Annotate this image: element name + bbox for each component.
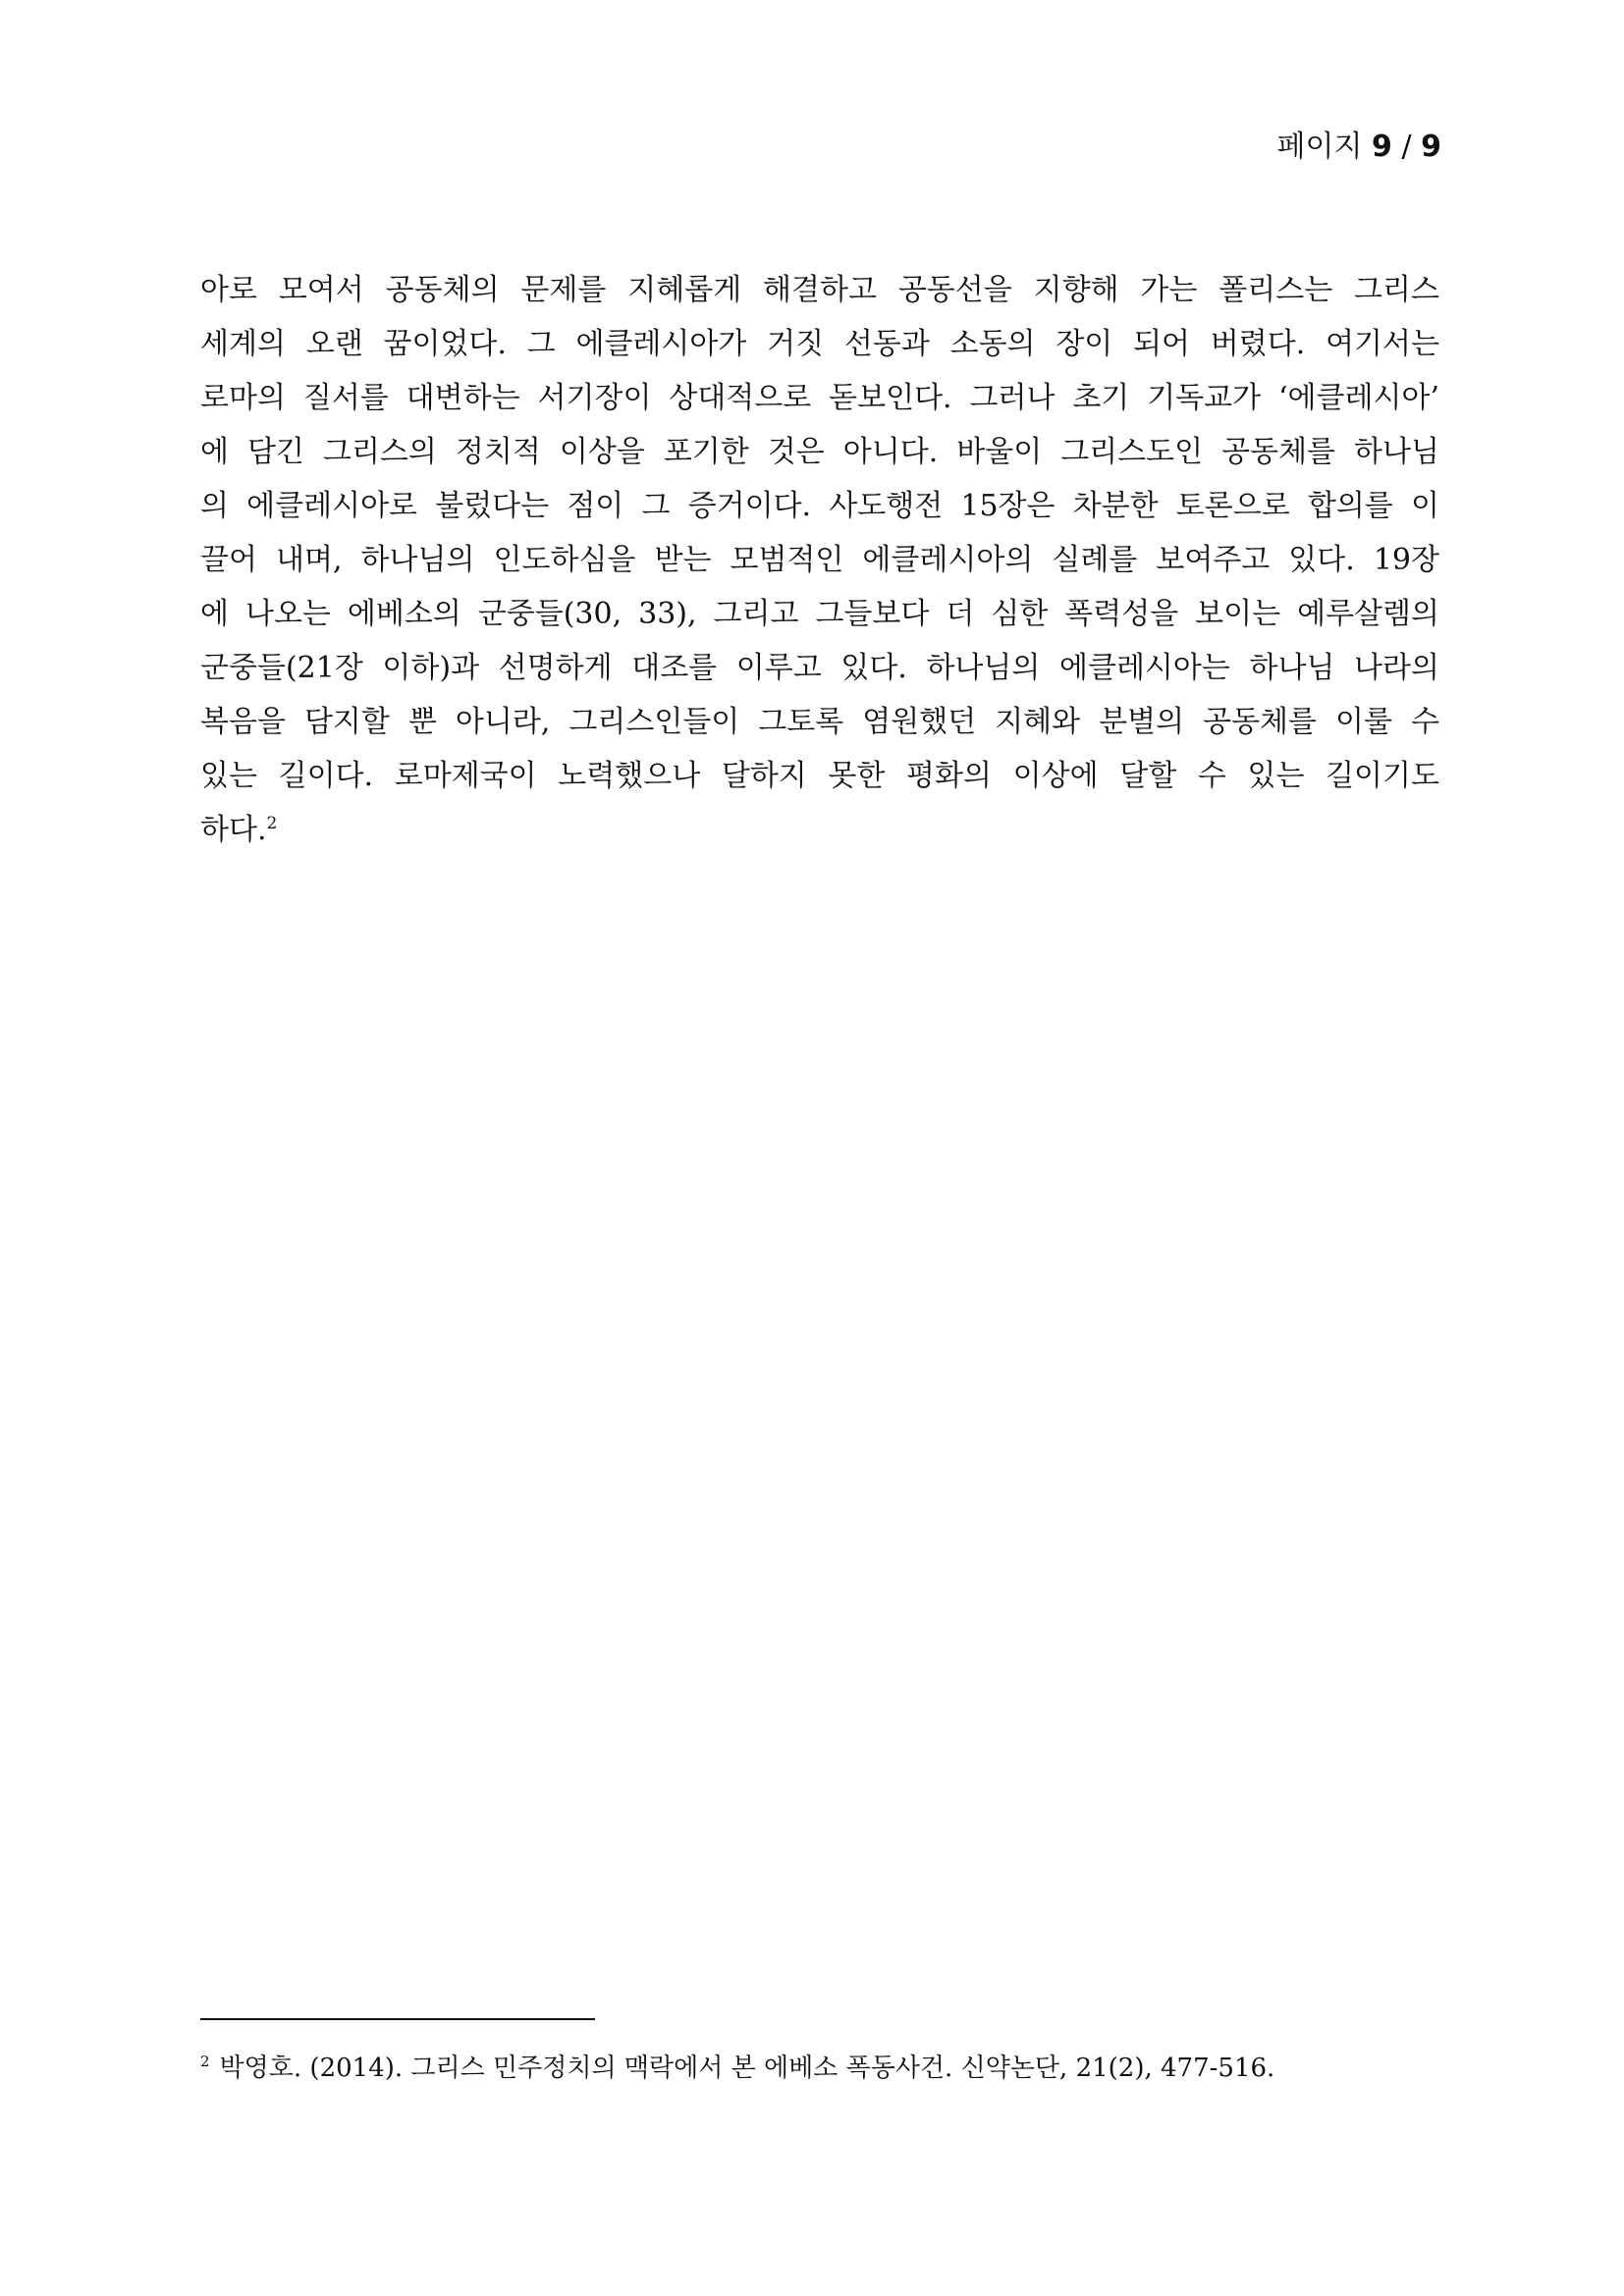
paragraph-line: 끌어 내며, 하나님의 인도하심을 받는 모범적인 에클레시아의 실례를 보여주고 있다. 19장 [200, 543, 1439, 577]
paragraph-line: 의 에클레시아로 불렀다는 점이 그 증거이다. 사도행전 15장은 차분한 토론으로 합의를 이 [200, 489, 1440, 523]
total-page-number: 9 [1421, 130, 1441, 164]
page-separator: / [1401, 130, 1412, 164]
page-number-header [1277, 122, 1441, 165]
footnote-divider [200, 2018, 595, 2020]
footnote-marker: 2 [200, 2053, 210, 2071]
footnote-reference[interactable]: 2 [266, 814, 278, 833]
page-label: 페이지 [1276, 130, 1363, 164]
paragraph-line: 복음을 담지할 뿐 아니라, 그리스인들이 그토록 염원했던 지혜와 분별의 공동체를 이룰 수 [200, 705, 1439, 739]
paragraph-last-line [200, 803, 1439, 857]
paragraph-line-text: 하다. [200, 813, 267, 847]
paragraph-line: 에 담긴 그리스의 정치적 이상을 포기한 것은 아니다. 바울이 그리스도인 공동체를 하나님 [200, 435, 1439, 469]
paragraph-line: 있는 길이다. 로마제국이 노력했으나 달하지 못한 평화의 이상에 달할 수 있는 길이기도 [200, 759, 1439, 793]
paragraph-line: 군중들(21장 이하)과 선명하게 대조를 이루고 있다. 하나님의 에클레시아는 하나님 나라의 [200, 651, 1439, 685]
body-paragraph [200, 263, 1439, 857]
footnote-text: 박영호. (2014). 그리스 민주정치의 맥락에서 본 에베소 폭동사건. 신약논단, 21(2), 477-516. [219, 2054, 1275, 2083]
footnote [200, 2051, 1274, 2086]
paragraph-line: 에 나오는 에베소의 군중들(30, 33), 그리고 그들보다 더 심한 폭력성을 보이는 예루살렘의 [200, 597, 1439, 631]
paragraph-line: 아로 모여서 공동체의 문제를 지혜롭게 해결하고 공동선을 지향해 가는 폴리스는 그리스 [200, 273, 1439, 307]
paragraph-line: 세계의 오랜 꿈이었다. 그 에클레시아가 거짓 선동과 소동의 장이 되어 버렸다. 여기서는 [200, 327, 1439, 361]
current-page-number: 9 [1372, 130, 1392, 164]
paragraph-line: 로마의 질서를 대변하는 서기장이 상대적으로 돋보인다. 그러나 초기 기독교가 ‘에클레시아’ [200, 381, 1439, 415]
